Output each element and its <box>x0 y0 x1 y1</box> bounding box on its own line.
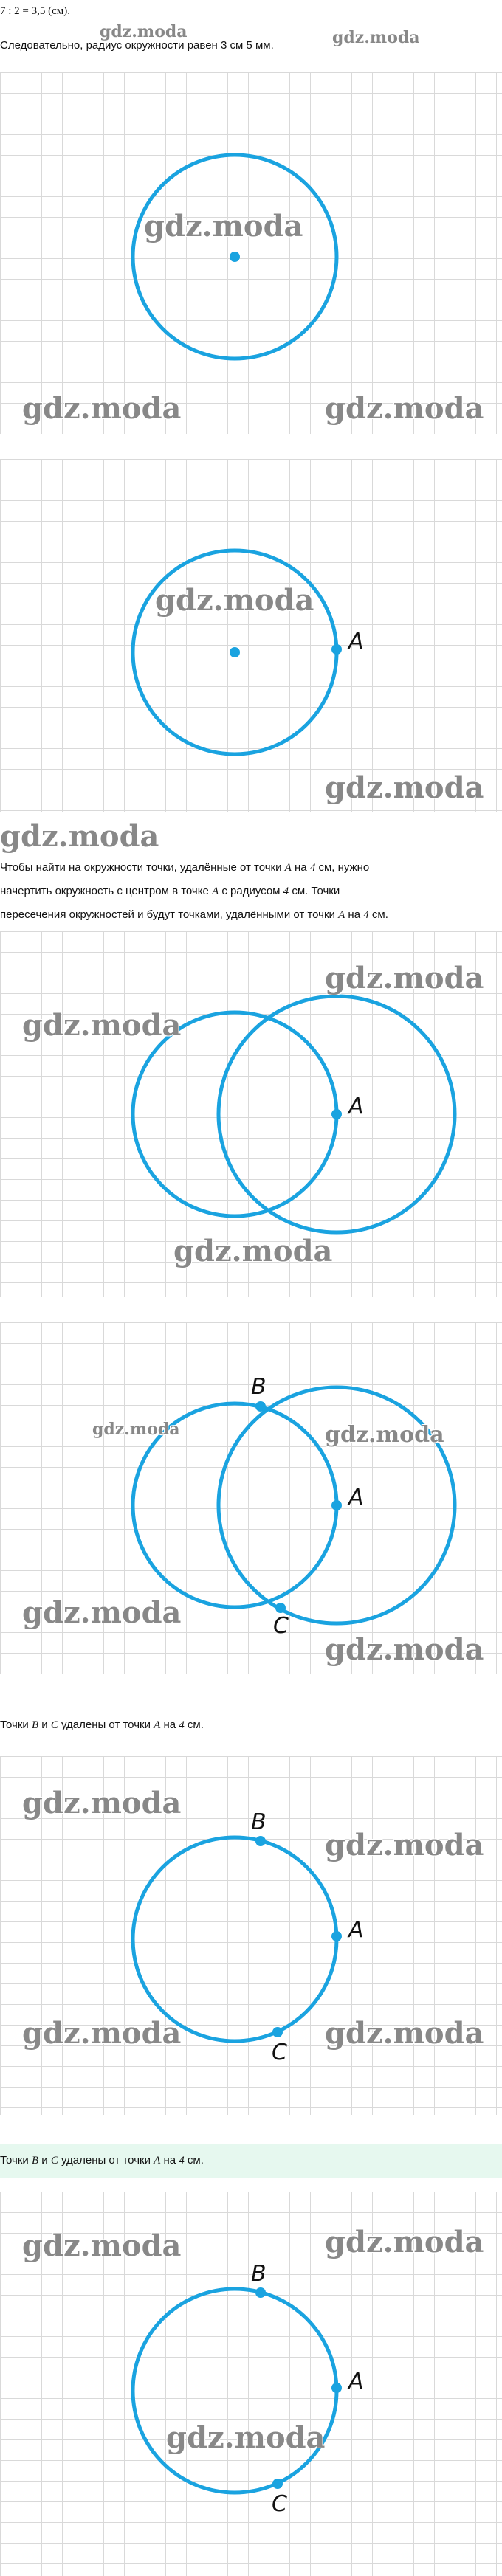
watermark: gdz.moda <box>22 1008 182 1043</box>
point-b <box>255 1401 266 1412</box>
circle <box>133 1012 337 1216</box>
label-c: C <box>272 2040 287 2065</box>
watermark: gdz.moda <box>325 391 484 426</box>
point-a <box>331 1931 342 1941</box>
watermark: gdz.moda <box>325 1828 484 1862</box>
watermark: gdz.moda <box>22 1595 182 1630</box>
point-a <box>331 644 342 655</box>
watermark: gdz.moda <box>325 961 484 995</box>
point-a <box>331 2383 342 2393</box>
watermark: gdz.moda <box>0 819 159 854</box>
watermark: gdz.moda <box>92 1420 180 1439</box>
explanation-line: пересечения окружностей и будут точками, удалёнными от точки A на 4 см. <box>0 908 388 921</box>
watermark: gdz.moda <box>325 1632 484 1667</box>
calc-line: 7 : 2 = 3,5 (см). <box>0 5 71 17</box>
answer-line: Точки B и C удалены от точки A на 4 см. <box>0 1719 204 1731</box>
watermark: gdz.moda <box>325 770 484 805</box>
label-b: B <box>251 1809 267 1835</box>
label-a: A <box>348 2369 364 2394</box>
watermark: gdz.moda <box>22 1786 182 1820</box>
label-b: B <box>251 2261 267 2287</box>
watermark: gdz.moda <box>144 209 303 244</box>
figure-circle-center <box>0 72 502 434</box>
label-c: C <box>273 1613 289 1639</box>
circle <box>133 2289 337 2493</box>
figure-point-a <box>0 459 502 812</box>
label-c: C <box>272 2491 287 2517</box>
conclusion-line: Следовательно, радиус окружности равен 3 см 5 мм. <box>0 39 274 52</box>
explanation-line: Чтобы найти на окружности точки, удалённые от точки A на 4 см, нужно <box>0 861 370 874</box>
watermark: gdz.moda <box>155 583 314 618</box>
point-a <box>331 1109 342 1119</box>
watermark: gdz.moda <box>22 2228 182 2263</box>
figure-answer-2 <box>0 2192 502 2576</box>
point-a <box>331 1500 342 1510</box>
watermark: gdz.moda <box>325 1422 444 1448</box>
watermark: gdz.moda <box>166 2420 326 2455</box>
figure-intersections <box>0 1322 502 1674</box>
label-b: B <box>251 1374 267 1400</box>
watermark: gdz.moda <box>100 22 188 41</box>
watermark: gdz.moda <box>22 2016 182 2051</box>
answer-line: Точки B и C удалены от точки A на 4 см. <box>0 2154 204 2166</box>
figure-two-circles <box>0 931 502 1297</box>
label-a: A <box>348 1485 364 1510</box>
point-c <box>272 2479 283 2489</box>
label-a: A <box>348 629 364 655</box>
point-c <box>272 2027 283 2037</box>
label-a: A <box>348 1094 364 1119</box>
watermark: gdz.moda <box>22 391 182 426</box>
point-b <box>255 1836 266 1846</box>
explanation-line: начертить окружность с центром в точке A с радиусом 4 см. Точки <box>0 885 340 897</box>
watermark: gdz.moda <box>173 1234 333 1268</box>
circle <box>133 1837 337 2041</box>
watermark: gdz.moda <box>325 2225 484 2259</box>
point-c <box>275 1603 286 1613</box>
center-point <box>230 647 240 657</box>
watermark: gdz.moda <box>325 2016 484 2051</box>
point-b <box>255 2287 266 2298</box>
center-point <box>230 252 240 262</box>
watermark: gdz.moda <box>332 28 420 47</box>
label-a: A <box>348 1917 364 1943</box>
figure-answer-1 <box>0 1756 502 2115</box>
